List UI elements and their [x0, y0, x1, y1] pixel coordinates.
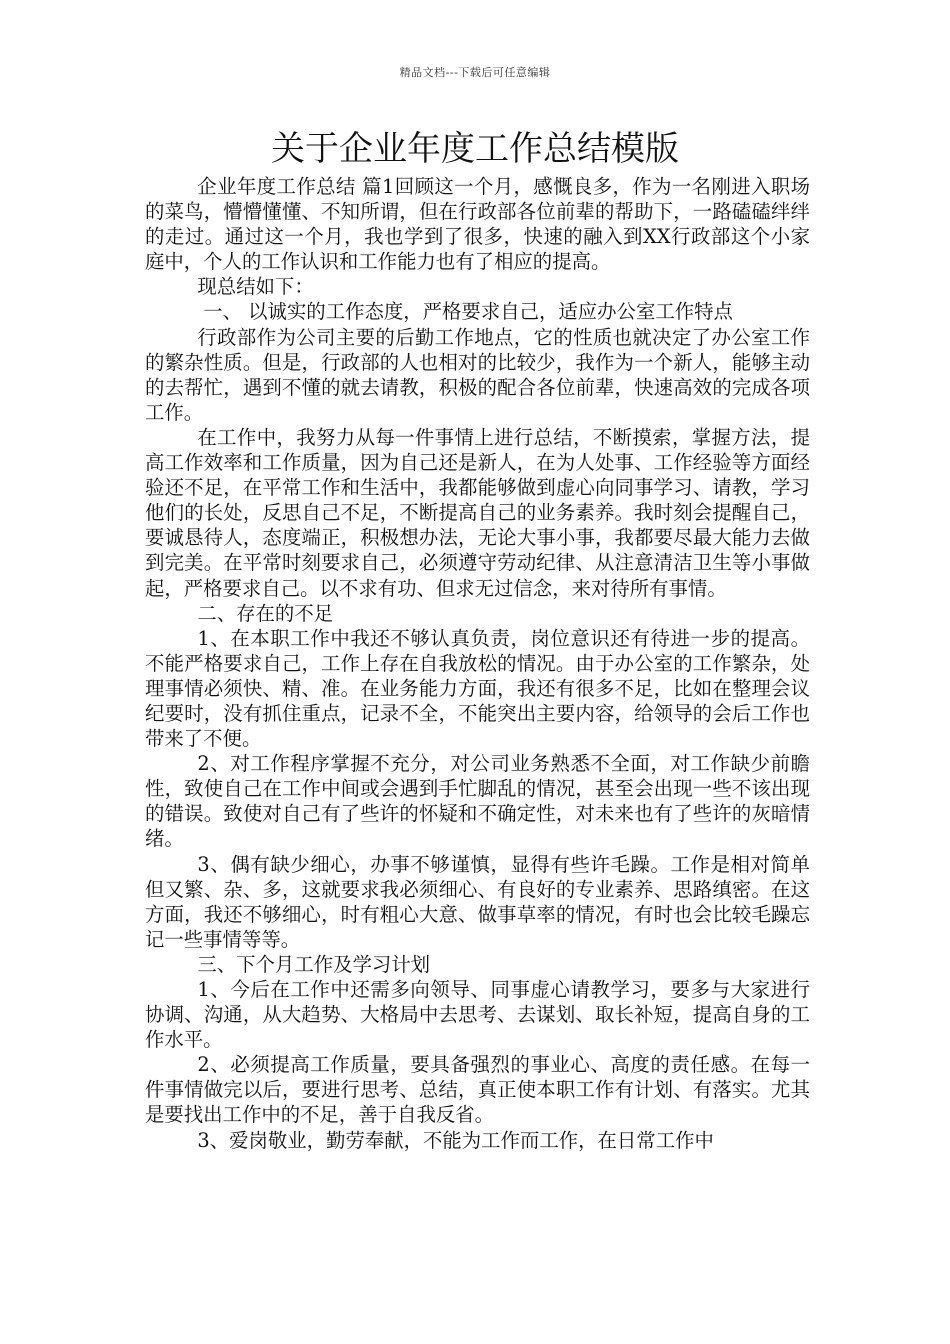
paragraph: 2、对工作程序掌握不充分，对公司业务熟悉不全面，对工作缺少前瞻性，致使自己在工作中间或会遇到手忙脚乱的情况，甚至会出现一些不该出现的错误。致使对自己有了些许的怀疑和不确定性，对未来也有了些许的灰暗情绪。 — [145, 752, 810, 851]
document-body — [145, 174, 810, 1153]
paragraph: 3、偶有缺少细心，办事不够谨慎，显得有些许毛躁。工作是相对简单但又繁、杂、多，这就要求我必须细心、有良好的专业素养、思路缜密。在这方面，我还不够细心，时有粗心大意、做事草率的情况，有时也会比较毛躁忘记一些事情等等。 — [145, 852, 810, 951]
paragraph: 3、爱岗敬业，勤劳奉献，不能为工作而工作，在日常工作中 — [197, 1128, 714, 1152]
page-header: 精品文档---下载后可任意编辑 — [399, 66, 551, 79]
document-title: 关于企业年度工作总结模版 — [271, 129, 679, 169]
paragraph-intro: 企业年度工作总结 篇1回顾这一个月，感慨良多，作为一名刚进入职场的菜鸟，懵懵懂懂、不知所谓，但在行政部各位前辈的帮助下，一路磕磕绊绊的走过。通过这一个月，我也学到了很多，快速的融入到XX行政部这个小家庭中，个人的工作认识和工作能力也有了相应的提高。 — [145, 175, 810, 274]
paragraph: 1、在本职工作中我还不够认真负责，岗位意识还有待进一步的提高。不能严格要求自己，工作上存在自我放松的情况。由于办公室的工作繁杂，处理事情必须快、精、准。在业务能力方面，我还有很多不足，比如在整理会议纪要时，没有抓住重点，记录不全，不能突出主要内容，给领导的会后工作也带来了不便。 — [145, 626, 810, 751]
section-heading-2: 二、存在的不足 — [197, 601, 334, 625]
paragraph: 2、必须提高工作质量，要具备强烈的事业心、高度的责任感。在每一件事情做完以后，要进行思考、总结，真正使本职工作有计划、有落实。尤其是要找出工作中的不足，善于自我反省。 — [145, 1053, 810, 1127]
paragraph: 行政部作为公司主要的后勤工作地点，它的性质也就决定了办公室工作的繁杂性质。但是，行政部的人也相对的比较少，我作为一个新人，能够主动的去帮忙，遇到不懂的就去请教，积极的配合各位前辈，快速高效的完成各项工作。 — [145, 325, 810, 424]
paragraph: 1、今后在工作中还需多向领导、同事虚心请教学习，要多与大家进行协调、沟通，从大趋势、大格局中去思考、去谋划、取长补短，提高自身的工作水平。 — [145, 978, 810, 1052]
section-heading-1: 一、 以诚实的工作态度，严格要求自己，适应办公室工作特点 — [203, 300, 733, 324]
paragraph: 在工作中，我努力从每一件事情上进行总结，不断摸索，掌握方法，提高工作效率和工作质量，因为自己还是新人，在为人处事、工作经验等方面经验还不足，在平常工作和生活中，我都能够做到虚心向同事学习、请教，学习他们的长处，反思自己不足，不断提高自己的业务素养。我时刻会提醒自己，要诚恳待人，态度端正，积极想办法，无论大事小事，我都要尽最大能力去做到完美。在平常时刻要求自己，必须遵守劳动纪律、从注意清洁卫生等小事做起，严格要求自己。以不求有功、但求无过信念，来对待所有事情。 — [145, 425, 810, 600]
paragraph-summary-lead: 现总结如下： — [197, 275, 314, 299]
section-heading-3: 三、下个月工作及学习计划 — [197, 952, 431, 976]
